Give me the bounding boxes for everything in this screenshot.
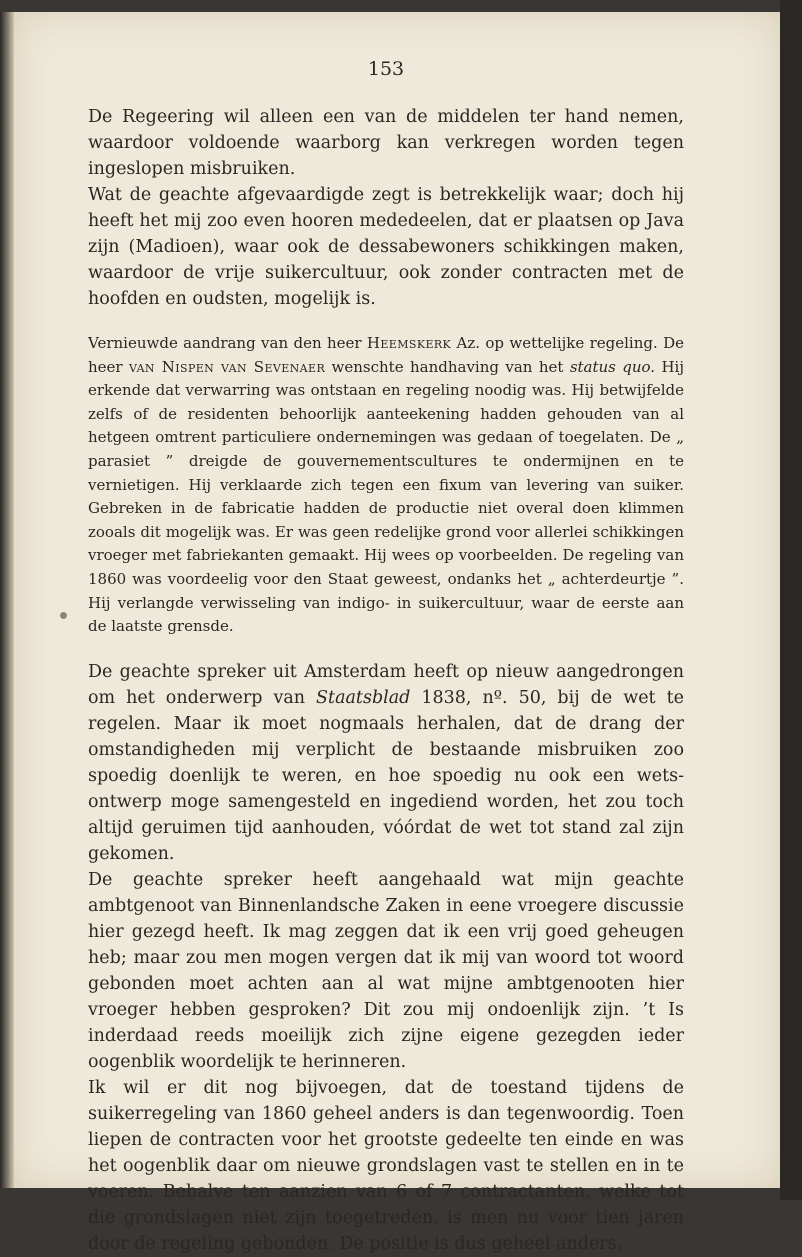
book-gutter <box>0 12 14 1188</box>
italic-term: Staatsblad <box>316 687 411 708</box>
person-name: van Nispen van Sevenaer <box>128 357 326 376</box>
page-number: 153 <box>367 58 405 80</box>
paragraph: De Regeering wil alleen een van de middelen ter hand nemen, waardoor voldoende waarborg kan verkregen worden tegen ingeslopen misbruiken. <box>88 107 684 179</box>
paragraph: Wat de geachte afgevaardigde zegt is betrekkelijk waar; doch hij heeft het mij zoo even hooren mededeelen, dat er plaatsen op Java zijn (Madioen), waar ook de dessabewoners schikkingen maken, waardoor de vrije suikercultuur, ook zonder contracten met de hoofden en oudsten, mogelijk is. <box>88 185 684 309</box>
ink-spot <box>60 612 67 619</box>
italic-term: status quo. <box>569 357 656 376</box>
page-content <box>88 58 684 1257</box>
scan-border <box>780 0 802 1200</box>
paragraph: De geachte spreker heeft aangehaald wat mijn geachte ambtgenoot van Binnenlandsche Zaken in eene vroegere discussie hier gezegd heeft. Ik mag zeggen dat ik een vrij goed geheugen heb; maar zou men mogen vergen dat ik mij van woord tot woord gebonden moet achten aan al wat mijne ambtgenooten hier vroeger hebben gesproken? Dit zou mij ondoenlijk zijn. ’t Is inderdaad reeds moeilijk zich zijne eigene gezegden ieder oogenblik woordelijk te herinneren. <box>88 869 684 1072</box>
summary-paragraph: Vernieuwde aandrang van den heer Heemskerk Az. op wettelijke regeling. De heer van Nispen van Sevenaer wenschte handhaving van het status quo. Hij erkende dat verwarring was ontstaan en regeling noodig was. Hij betwijfelde zelfs of de residenten behoorlijk aanteekening hadden gehouden van al hetgeen omtrent particuliere ondernemingen was gedaan of toegelaten. De „ parasiet ” dreigde de gouvernementscultures te ondermijnen en te vernietigen. Hij verklaarde zich tegen een fixum van levering van suiker. Gebreken in de fabricatie hadden de productie niet overal doen klimmen zooals dit mogelijk was. Er was geen redelijke grond voor allerlei schikkingen vroeger met fabriekanten gemaakt. Hij wees op voorbeelden. De regeling van 1860 was voordeelig voor den Staat geweest, ondanks het „ achterdeurtje ”. Hij verlangde verwisseling van indigo- in suikercultuur, waar de eerste aan de laatste grensde. <box>88 334 684 636</box>
paragraph: De geachte spreker uit Amsterdam heeft op nieuw aangedrongen om het onderwerp van Staatsblad 1838, nº. 50, bij de wet te regelen. Maar ik moet nogmaals herhalen, dat de drang der omstandigheden mij verplicht de bestaande misbruiken zoo spoedig doenlijk te weren, en hoe spoedig nu ook een wets-ontwerp moge samengesteld en ingediend worden, het zou toch altijd geruimen tijd aanhouden, vóórdat de wet tot stand zal zijn gekomen. <box>88 661 684 864</box>
person-name: Heemskerk <box>366 334 452 352</box>
paragraph: Ik wil er dit nog bijvoegen, dat de toestand tijdens de suikerregeling van 1860 geheel anders is dan tegenwoordig. Toen liepen de contracten voor het grootste gedeelte ten einde en was het oogenblik daar om nieuwe grondslagen vast te stellen en in te voeren. Behalve ten aanzien van 6 of 7 contractanten, welke tot die grondslagen niet zijn toegetreden, is men nu voor tien jaren door de regeling gebonden. De positie is dus geheel anders. <box>88 1077 684 1254</box>
